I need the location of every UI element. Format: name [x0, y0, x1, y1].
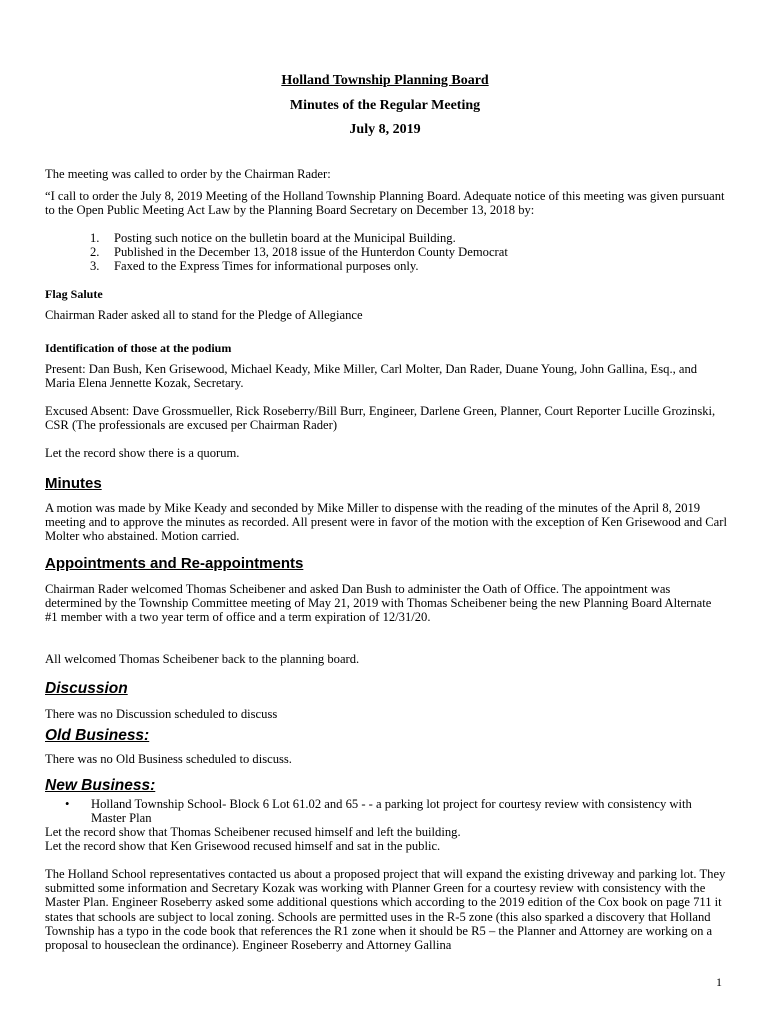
minutes-heading: Minutes [45, 475, 102, 492]
notice-list-item: 1. Posting such notice on the bulletin board at the Municipal Building. [90, 231, 456, 245]
document-subtitle: Minutes of the Regular Meeting [289, 98, 481, 113]
notice-list [90, 231, 508, 274]
document-title: Holland Township Planning Board [281, 73, 489, 88]
meeting-date: July 8, 2019 [349, 122, 421, 137]
excused-absent-list: Excused Absent: Dave Grossmueller, Rick Roseberry/Bill Burr, Engineer, Darlene Green, Planner, Court Reporter Lucille Grozinski, CSR (The professionals are excused per Chairman Rader) [45, 404, 716, 433]
podium-heading: Identification of those at the podium [45, 341, 232, 355]
quorum-text: Let the record show there is a quorum. [45, 446, 240, 460]
new-business-item [65, 797, 725, 825]
appointments-heading: Appointments and Re-appointments [45, 555, 304, 572]
new-business-item-text: Holland Township School- Block 6 Lot 61.02 and 65 - - a parking lot project for courtesy review with consistency with Master Plan [91, 797, 692, 826]
opening-statement: “I call to order the July 8, 2019 Meeting of the Holland Township Planning Board. Adequate notice of this meeting was given pursuant to the Open Public Meeting Act Law by the Planning Board Secretary on December 13, 2018 by: [45, 189, 725, 218]
old-business-text: There was no Old Business scheduled to discuss. [45, 752, 292, 766]
bullet-icon: • [65, 797, 70, 811]
new-business-heading: New Business: [45, 777, 156, 794]
old-business-heading: Old Business: [45, 727, 150, 744]
recusal-note-grisewood: Let the record show that Ken Grisewood recused himself and sat in the public. [45, 839, 441, 853]
appointments-text: Chairman Rader welcomed Thomas Scheibener and asked Dan Bush to administer the Oath of Office. The appointment was determined by the Township Committee meeting of May 21, 2019 with Thomas Scheibener being the new Planning Board Alternate #1 member with a two year term of office and a term expiration of 12/31/20. [45, 582, 712, 625]
holland-school-paragraph: The Holland School representatives contacted us about a proposed project that will expand the existing driveway and parking lot. They submitted some information and Secretary Kozak was working with Planner Green for a courtesy review with consistency with the Master Plan. Engineer Roseberry asked some additional questions which according to the 2019 edition of the Cox book on page 711 it states that schools are subject to local zoning. Schools are permitted uses in the R-5 zone (this also sparked a discovery that Holland Township has a typo in the code book that references the R1 zone when it should be R5 – the Planner and Attorney are working on a proposal to houseclean the ordinance). Engineer Roseberry and Attorney Gallina [45, 867, 726, 953]
recusal-note-scheibener: Let the record show that Thomas Scheibener recused himself and left the building. [45, 825, 461, 839]
call-to-order-text: The meeting was called to order by the Chairman Rader: [45, 167, 331, 181]
present-list: Present: Dan Bush, Ken Grisewood, Michael Keady, Mike Miller, Carl Molter, Dan Rader, Duane Young, John Gallina, Esq., and Maria Elena Jennette Kozak, Secretary. [45, 362, 698, 391]
notice-list-item: 3. Faxed to the Express Times for informational purposes only. [90, 259, 419, 274]
flag-salute-heading: Flag Salute [45, 287, 103, 301]
discussion-heading: Discussion [45, 680, 128, 697]
discussion-text: There was no Discussion scheduled to discuss [45, 707, 278, 721]
flag-salute-text: Chairman Rader asked all to stand for the Pledge of Allegiance [45, 308, 363, 322]
page-number: 1 [716, 975, 722, 989]
notice-list-item: 2. Published in the December 13, 2018 issue of the Hunterdon County Democrat [90, 245, 508, 260]
minutes-text: A motion was made by Mike Keady and seconded by Mike Miller to dispense with the reading of the minutes of the April 8, 2019 meeting and to approve the minutes as recorded. All present were in favor of the motion with the exception of Ken Grisewood and Carl Molter who abstained. Motion carried. [45, 501, 727, 544]
welcome-text: All welcomed Thomas Scheibener back to the planning board. [45, 652, 360, 666]
